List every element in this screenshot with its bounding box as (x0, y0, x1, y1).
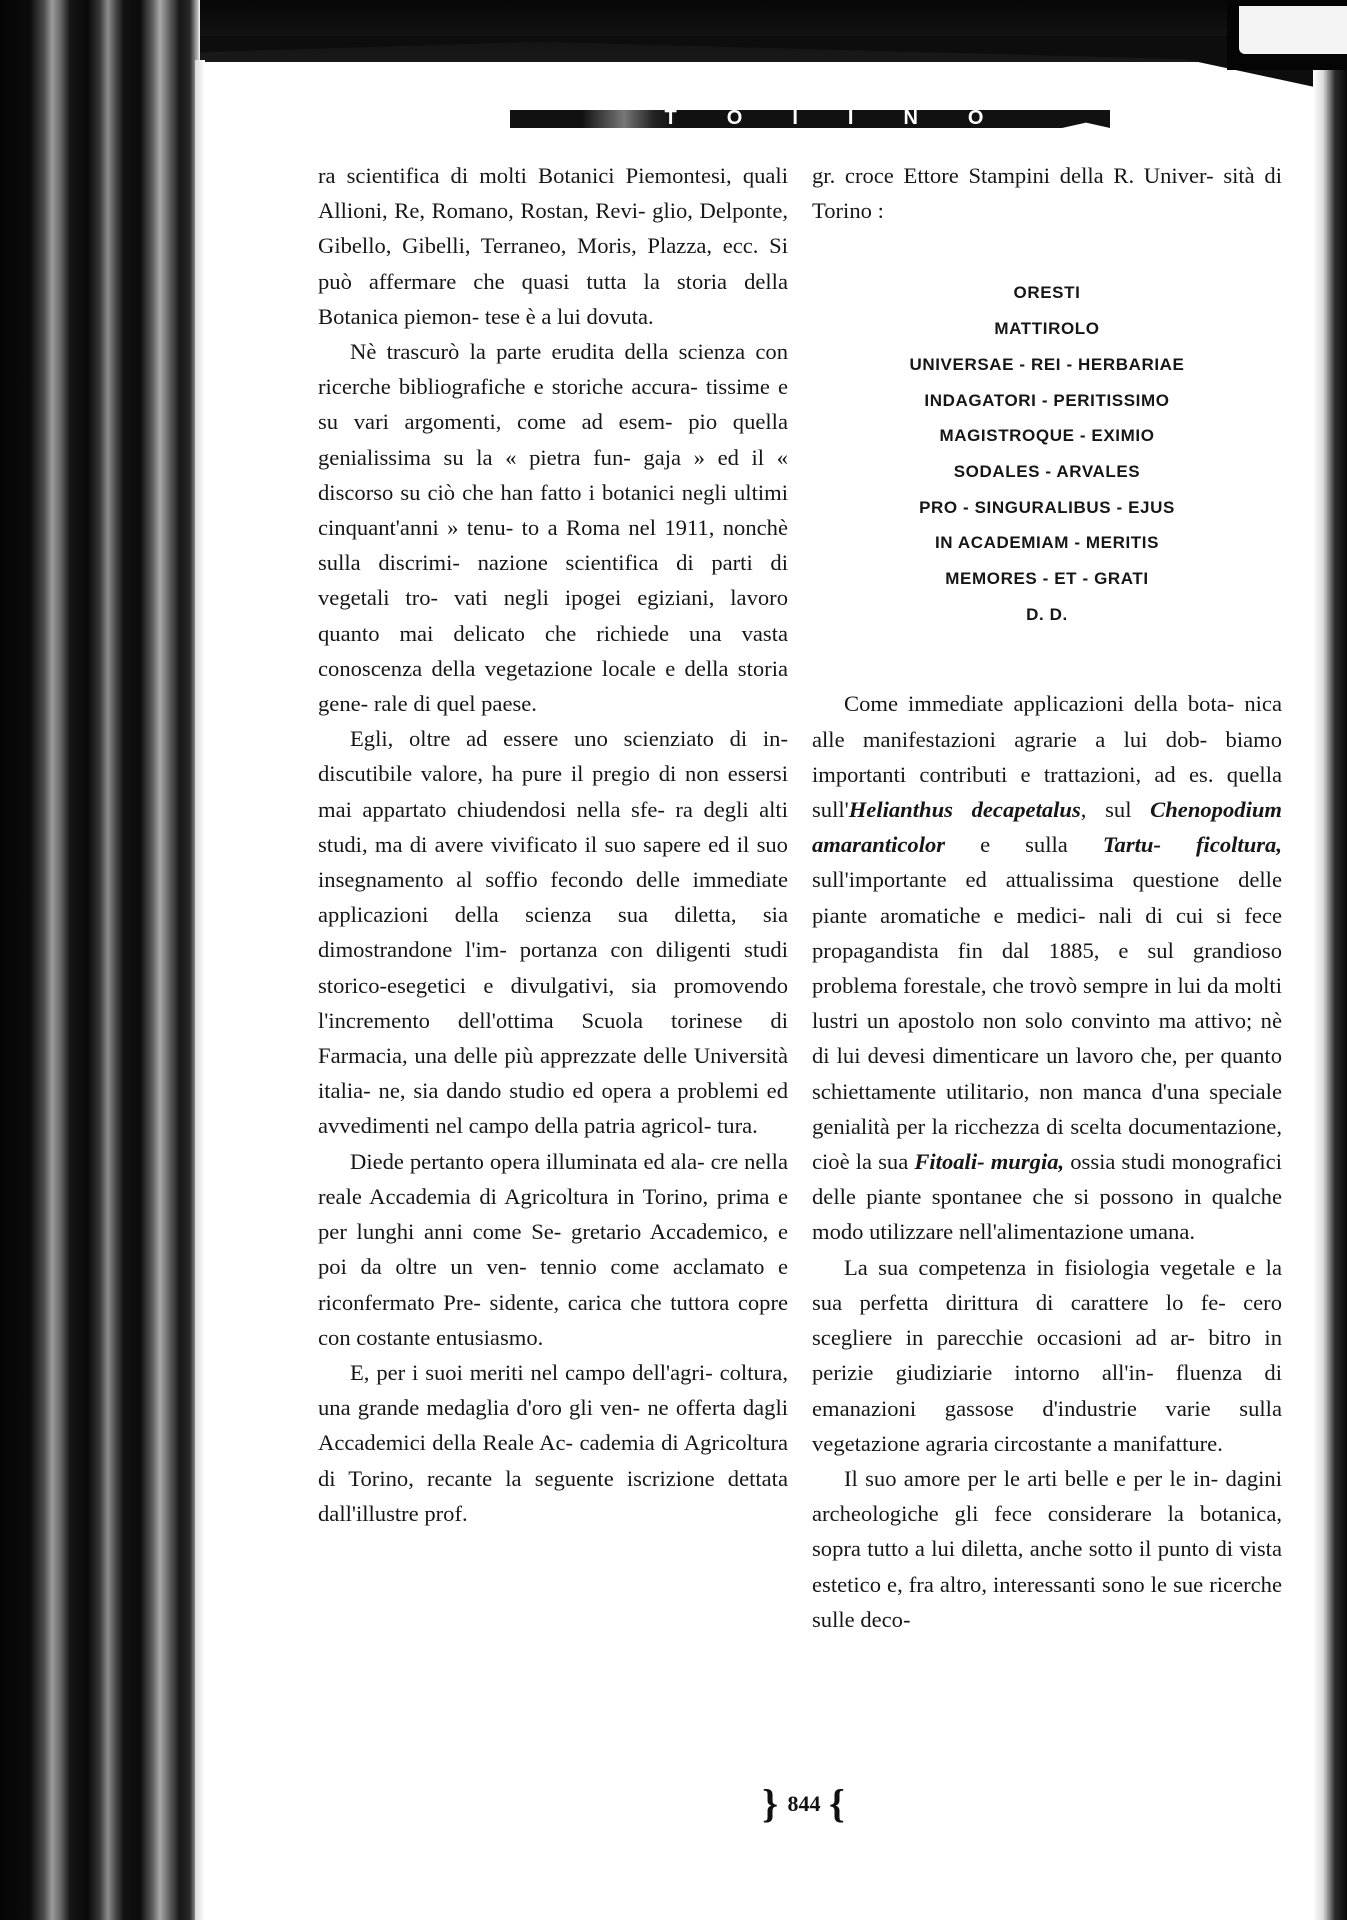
text-line: ne, sia dando studio ed opera a problemi ed (378, 1078, 789, 1104)
text-line: portanza con diligenti studi storico-esegetici (318, 937, 788, 998)
text-line: della vegetazione locale e della storia gene- (318, 655, 788, 717)
right-paragraph (812, 1461, 1282, 1637)
inscription-line: SODALES - ARVALES (953, 461, 1141, 481)
text-line: Torino, prima e per lunghi anni come Se- (318, 1183, 788, 1245)
text-line: tissime e su vari argomenti, come ad esem- (318, 374, 788, 435)
text-line: E, per i suoi meriti nel campo dell'agri- (350, 1359, 713, 1385)
inscription-line: MATTIROLO (994, 319, 1100, 339)
text-line: Egli, oltre ad essere uno scienziato di in- (350, 726, 788, 752)
right-text-column (812, 158, 1282, 1637)
text-line: vati negli ipogei egiziani, lavoro quanto mai (318, 585, 788, 646)
medal-inscription (812, 275, 1282, 632)
text-line: nica alle manifestazioni agrarie a lui dob- (812, 691, 1282, 752)
text-line: ne offerta dagli Accademici della Reale Ac- (318, 1395, 788, 1456)
inscription-line: INDAGATORI - PERITISSIMO (924, 390, 1170, 410)
left-paragraph (318, 721, 788, 1143)
text-run: ossia studi monografici delle piante (812, 1149, 1282, 1210)
text-line: e la sua perfetta dirittura di carattere lo fe- (812, 1254, 1282, 1315)
running-header-letter: I (792, 107, 800, 129)
text-line: varie sulla vegetazione agraria circostante a (812, 1395, 1282, 1456)
left-paragraph (318, 1144, 788, 1355)
running-header-letter: N (903, 107, 920, 129)
inscription-line: MAGISTROQUE - EXIMIO (939, 426, 1155, 446)
text-line: questione delle piante aromatiche e medici- (812, 867, 1282, 928)
inscription-line: D. D. (1026, 604, 1068, 624)
text-line: delicato che richiede una vasta conoscenza (318, 620, 788, 681)
text-run: , sul (1080, 797, 1132, 823)
text-line: dell'ottima Scuola torinese di Farmacia, una (318, 1007, 788, 1069)
text-line: sità di Torino : (812, 163, 1282, 224)
text-line: quanto schiettamente utilitario, non manca (812, 1043, 1283, 1104)
text-line: cero scegliere in parecchie occasioni ad ar- (812, 1289, 1282, 1351)
text-line: glio, Delponte, Gibello, Gibelli, Terraneo, (318, 198, 789, 259)
text-line: gr. croce Ettore Stampini della R. Univer- (812, 163, 1214, 188)
text-line: d'una speciale genialità per la ricchezza di (812, 1078, 1282, 1139)
text-line: botanica, sopra tutto a lui diletta, anche (812, 1501, 1282, 1562)
running-header-letter: O (726, 107, 745, 129)
text-line: delle più apprezzate delle Università italia- (318, 1043, 788, 1104)
right-intro-paragraph (812, 158, 1282, 228)
right-paragraph (812, 1250, 1282, 1461)
italic-title: Tartu- (1102, 832, 1161, 858)
text-line: Il suo amore per le arti belle e per le in- (844, 1465, 1219, 1491)
italic-title: Chenopodium amaranticolor (812, 797, 1282, 858)
text-line: apostolo non solo convinto ma attivo; nè di (812, 1008, 1283, 1069)
text-line: fecondo delle immediate applicazioni della (318, 867, 788, 928)
text-line: tennio come acclamato e riconfermato Pre- (318, 1254, 789, 1315)
text-line: rale di quel paese. (373, 691, 537, 717)
inscription-line: MEMORES - ET - GRATI (945, 569, 1149, 589)
text-line: cademia di Agricoltura di Torino, recante la (318, 1430, 789, 1491)
text-line: manifatture. (1113, 1430, 1223, 1456)
italic-title: murgia, (990, 1149, 1065, 1175)
text-line: nazione scientifica di parti di vegetali tro- (318, 550, 788, 611)
page-gutter-shade (195, 60, 205, 1920)
text-line: lui devesi dimenticare un lavoro che, per (836, 1043, 1214, 1069)
text-line: interessanti sono le sue ricerche sulle deco- (812, 1571, 1282, 1632)
text-line: quasi tutta la storia della Botanica piemon- (318, 268, 788, 329)
text-line: gaja » ed il « discorso su ciò che han fatto (318, 444, 788, 505)
text-line: che trovò sempre in lui da molti lustri un (812, 973, 1282, 1034)
running-header (510, 106, 1110, 128)
text-line: essersi mai appartato chiudendosi nella sfe- (318, 761, 788, 822)
inscription-line: IN ACADEMIAM - MERITIS (934, 533, 1160, 553)
left-paragraph (318, 334, 788, 721)
left-paragraph (318, 158, 788, 334)
text-run: scelta documentazione, cioè la sua (812, 1113, 1282, 1175)
text-run: es. quella sull' (812, 761, 1282, 823)
text-line: utilizzare nell'alimentazione umana. (869, 1219, 1196, 1245)
text-line: biamo importanti contributi e trattazioni, ad (812, 726, 1283, 787)
folio-right-brace: { (829, 1781, 846, 1826)
text-line: Come immediate applicazioni della bota- (844, 691, 1235, 717)
inscription-line: ORESTI (1013, 283, 1081, 303)
text-line: entusiasmo. (435, 1324, 544, 1350)
right-paragraph (812, 686, 1282, 1249)
text-line: nali di cui si fece propagandista fin dal (812, 902, 1283, 963)
folio-left-brace: } (762, 1781, 779, 1826)
text-line: pio quella genialissima su la « pietra fun- (318, 409, 788, 470)
text-line: scienza sua diletta, sia dimostrandone l'im- (318, 902, 788, 963)
text-line: ra degli alti studi, ma di avere vivificato il (318, 796, 788, 857)
text-run: sull'importante ed attualissima (812, 867, 1114, 893)
text-line: to a Roma nel 1911, nonchè sulla discrimi- (318, 515, 788, 576)
text-line: bitro in perizie giudiziarie intorno all'in- (812, 1325, 1282, 1386)
text-line: 1885, e sul grandioso problema forestale, (812, 937, 1283, 999)
left-paragraph (318, 1355, 788, 1531)
italic-title: ficoltura, (1196, 832, 1282, 858)
text-line: quali Allioni, Re, Romano, Rostan, Revi- (318, 163, 788, 224)
text-line: Diede pertanto opera illuminata ed ala- (350, 1148, 705, 1174)
text-line: ra scientifica di molti Botanici Piemontesi, (318, 163, 732, 188)
text-line: i botanici negli ultimi cinquant'anni » tenu- (318, 479, 788, 541)
text-line: cre nella reale Accademia di Agricoltura in (318, 1148, 788, 1209)
text-run: e sulla (945, 832, 1103, 858)
text-line: tese è a lui dovuta. (484, 303, 654, 329)
text-line: La sua competenza in fisiologia vegetale (844, 1254, 1236, 1280)
text-line: dagini archeologiche gli fece considerare la (812, 1465, 1282, 1527)
inscription-line: UNIVERSAE - REI - HERBARIAE (909, 354, 1185, 374)
italic-title: Helianthus decapetalus (848, 797, 1081, 823)
text-line: spontanee che si possono in qualche modo (812, 1184, 1283, 1245)
text-line: sotto il punto di vista estetico e, fra altro, (812, 1536, 1282, 1597)
page-corner-tab (1239, 6, 1347, 54)
inscription-line: PRO - SINGURALIBUS - EJUS (919, 497, 1175, 517)
running-header-letter: T (664, 107, 679, 129)
folio-number: 844 (787, 1791, 821, 1816)
right-body-text (812, 686, 1282, 1636)
scan-border-left-book-edge (0, 0, 200, 1920)
text-line: sidente, carica che tuttora copre con costante (318, 1289, 788, 1350)
text-line: e divulgativi, sia promovendo l'incremento (318, 972, 788, 1033)
running-header-letter: I (847, 107, 856, 129)
text-line: tura. (717, 1113, 758, 1139)
text-line: Moris, Plazza, ecc. Si può affermare che (318, 233, 788, 294)
italic-title: Fitoali- (914, 1149, 985, 1175)
text-line: Nè trascurò la parte erudita della scienza (350, 339, 746, 365)
scan-border-right (1313, 0, 1347, 1920)
text-line: suo sapere ed il suo insegnamento al soffio (318, 831, 788, 893)
running-header-letter: O (967, 107, 986, 129)
text-line: coltura, una grande medaglia d'oro gli ven- (318, 1359, 788, 1421)
text-line: avvedimenti nel campo della patria agricol- (318, 1113, 712, 1139)
text-line: fluenza di emanazioni gassose d'industrie (812, 1360, 1283, 1421)
page-number (744, 1776, 864, 1826)
left-text-column (318, 158, 788, 1531)
text-line: con ricerche bibliografiche e storiche accura- (318, 339, 788, 400)
text-line: seguente iscrizione dettata dall'illustre prof. (318, 1465, 788, 1526)
running-header-letters (510, 107, 1110, 129)
text-line: gretario Accademico, e poi da oltre un ven- (318, 1219, 788, 1280)
text-line: discutibile valore, ha pure il pregio di non (318, 761, 719, 787)
